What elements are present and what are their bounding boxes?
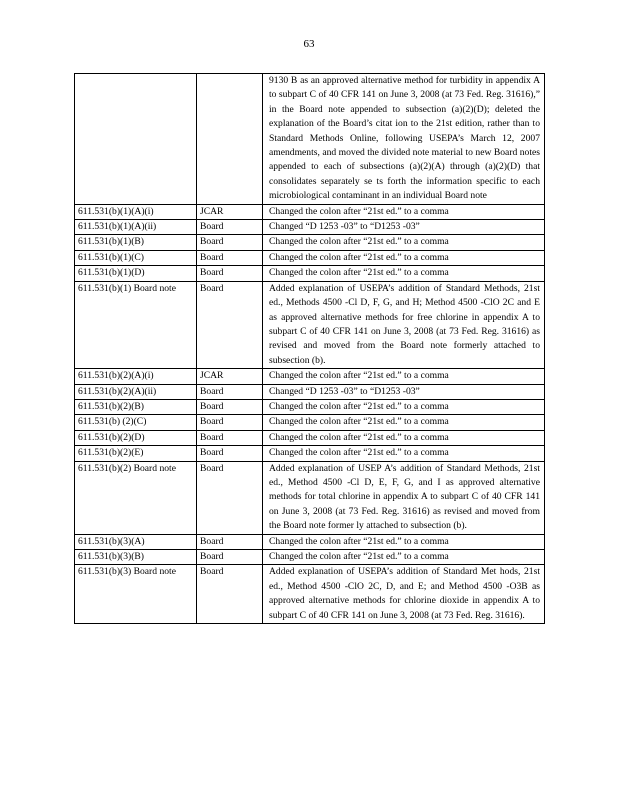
section-cell: 611.531(b)(1)(B) <box>75 235 197 250</box>
source-cell: Board <box>197 550 263 565</box>
section-cell: 611.531(b)(3)(A) <box>75 534 197 549</box>
table-row <box>75 281 545 368</box>
source-cell: Board <box>197 220 263 235</box>
table-row <box>75 565 545 624</box>
table-row <box>75 369 545 384</box>
change-cell: Changed the colon after “21st ed.” to a comma <box>263 235 545 250</box>
change-cell: Added explanation of USEP A’s addition of Standard Methods, 21st ed., Method 4500 -Cl D, E, F, G, and I as approved alternative methods for total chlorine in appendix A to subpart C of 40 CFR 141 on June 3, 2008 (at 73 Fed. Reg. 31616) as revised and moved from the Board note former ly attached to subsection (b). <box>263 461 545 534</box>
page-number: 63 <box>303 38 315 50</box>
change-cell: Changed the colon after “21st ed.” to a comma <box>263 415 545 430</box>
source-cell: Board <box>197 446 263 461</box>
change-cell: Changed the colon after “21st ed.” to a comma <box>263 369 545 384</box>
source-cell: Board <box>197 250 263 265</box>
section-cell: 611.531(b)(2)(E) <box>75 446 197 461</box>
change-cell: 9130 B as an approved alternative method for turbidity in appendix A to subpart C of 40 CFR 141 on June 3, 2008 (at 73 Fed. Reg. 31616),” in the Board note appended to subsection (a)(2)(D); deleted the explanation of the Board’s citat ion to the 21st edition, rather than to Standard Methods Online, following USEPA’s March 12, 2007 amendments, and moved the divided note material to new Board notes appended to each of subsections (a)(2)(A) through (a)(2)(D) that consolidates separately se ts forth the information specific to each microbiological contaminant in an individual Board note <box>263 74 545 205</box>
table-row <box>75 534 545 549</box>
change-cell: Changed the colon after “21st ed.” to a comma <box>263 266 545 281</box>
section-cell: 611.531(b)(1)(A)(ii) <box>75 220 197 235</box>
table-row <box>75 461 545 534</box>
source-cell: JCAR <box>197 204 263 219</box>
table-row <box>75 74 545 205</box>
source-cell: Board <box>197 266 263 281</box>
table-row <box>75 384 545 399</box>
change-cell: Changed the colon after “21st ed.” to a comma <box>263 550 545 565</box>
change-cell: Changed the colon after “21st ed.” to a comma <box>263 534 545 549</box>
table-row <box>75 399 545 414</box>
section-cell: 611.531(b)(1) Board note <box>75 281 197 368</box>
section-cell <box>75 74 197 205</box>
section-cell: 611.531(b)(1)(A)(i) <box>75 204 197 219</box>
source-cell: Board <box>197 565 263 624</box>
source-cell: Board <box>197 384 263 399</box>
source-cell: Board <box>197 430 263 445</box>
source-cell: Board <box>197 415 263 430</box>
table-row <box>75 415 545 430</box>
section-cell: 611.531(b)(2)(A)(ii) <box>75 384 197 399</box>
change-cell: Changed the colon after “21st ed.” to a comma <box>263 250 545 265</box>
table-row <box>75 446 545 461</box>
change-cell: Changed “D 1253 -03” to “D1253 -03” <box>263 384 545 399</box>
section-cell: 611.531(b)(2)(B) <box>75 399 197 414</box>
table-row <box>75 220 545 235</box>
table-row <box>75 266 545 281</box>
section-cell: 611.531(b) (2)(C) <box>75 415 197 430</box>
source-cell <box>197 74 263 205</box>
change-cell: Changed the colon after “21st ed.” to a comma <box>263 430 545 445</box>
change-cell: Changed the colon after “21st ed.” to a comma <box>263 204 545 219</box>
amendments-table <box>74 73 545 624</box>
section-cell: 611.531(b)(2)(A)(i) <box>75 369 197 384</box>
table-row <box>75 550 545 565</box>
change-cell: Added explanation of USEPA’s addition of Standard Met hods, 21st ed., Method 4500 -ClO 2C, D, and E; and Method 4500 -O3B as approved alternative methods for chlorine dioxide in appendix A to subpart C of 40 CFR 141 on June 3, 2008 (at 73 Fed. Reg. 31616). <box>263 565 545 624</box>
source-cell: Board <box>197 281 263 368</box>
section-cell: 611.531(b)(1)(D) <box>75 266 197 281</box>
section-cell: 611.531(b)(3) Board note <box>75 565 197 624</box>
source-cell: Board <box>197 235 263 250</box>
source-cell: Board <box>197 534 263 549</box>
change-cell: Changed the colon after “21st ed.” to a comma <box>263 399 545 414</box>
source-cell: Board <box>197 399 263 414</box>
section-cell: 611.531(b)(1)(C) <box>75 250 197 265</box>
change-cell: Changed the colon after “21st ed.” to a comma <box>263 446 545 461</box>
section-cell: 611.531(b)(3)(B) <box>75 550 197 565</box>
source-cell: JCAR <box>197 369 263 384</box>
source-cell: Board <box>197 461 263 534</box>
change-cell: Changed “D 1253 -03” to “D1253 -03” <box>263 220 545 235</box>
section-cell: 611.531(b)(2) Board note <box>75 461 197 534</box>
section-cell: 611.531(b)(2)(D) <box>75 430 197 445</box>
table-row <box>75 204 545 219</box>
table-row <box>75 235 545 250</box>
table-row <box>75 250 545 265</box>
table-row <box>75 430 545 445</box>
change-cell: Added explanation of USEPA’s addition of Standard Methods, 21st ed., Methods 4500 -Cl D, F, G, and H; Method 4500 -ClO 2C and E as approved alternative methods for free chlorine in appendix A to subpart C of 40 CFR 141 on June 3, 2008 (at 73 Fed. Reg. 31616) as revised and moved from the Board note formerly attached to subsection (b). <box>263 281 545 368</box>
